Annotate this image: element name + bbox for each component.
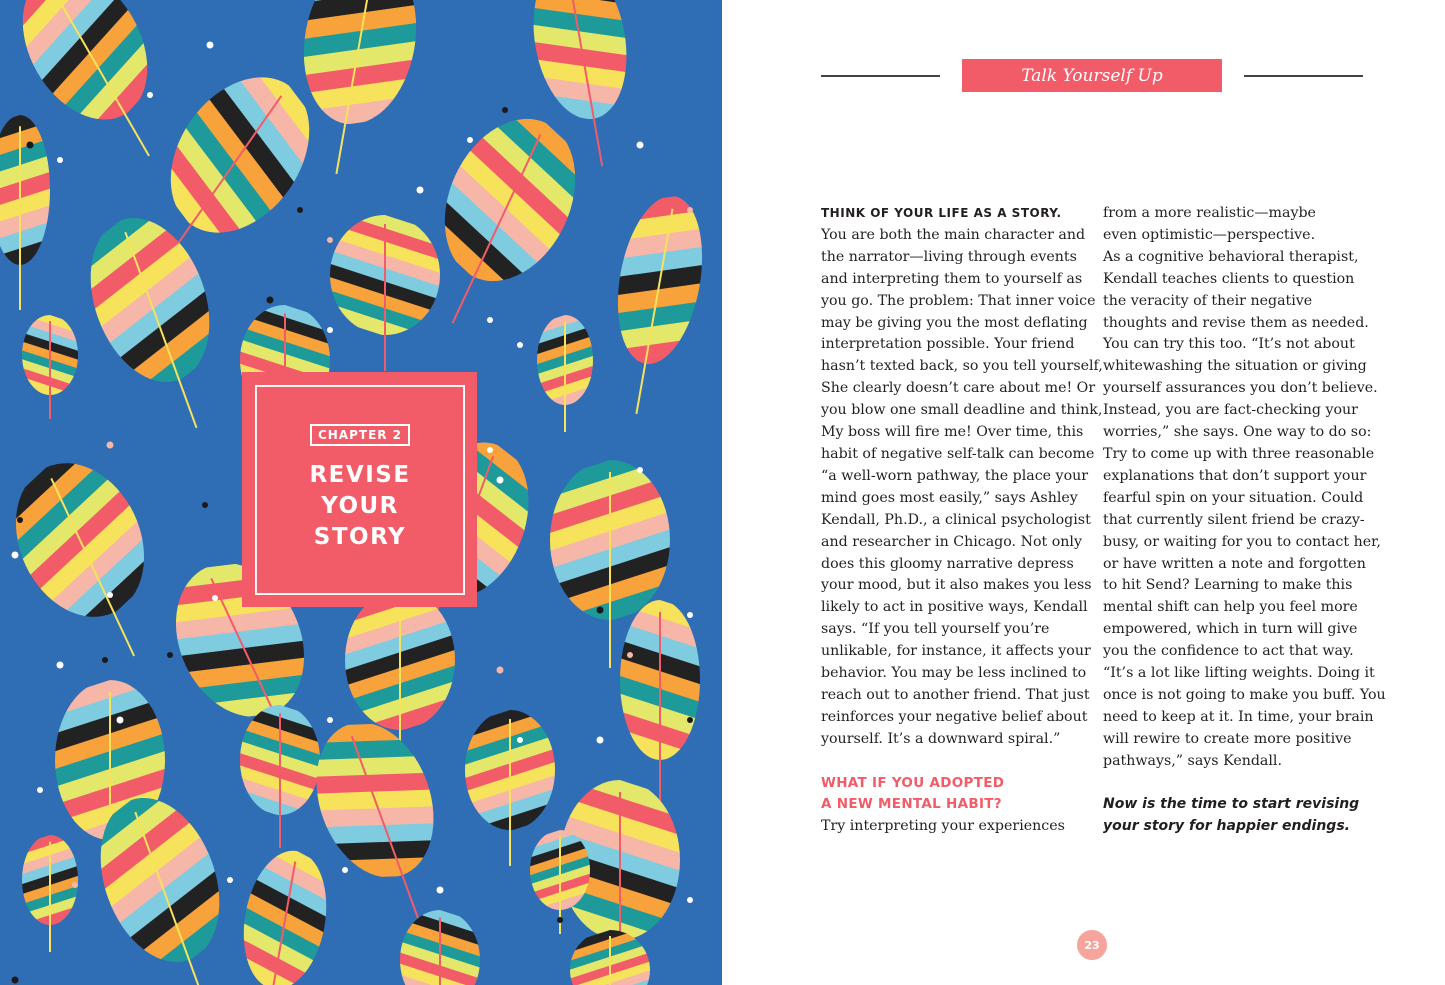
body-line: mind goes most easily,” says Ashley: [821, 489, 1078, 506]
dot-motif: [597, 737, 604, 744]
body-line: reach out to another friend. That just: [821, 686, 1090, 703]
dot-motif: [212, 595, 218, 601]
header-rule-left: [821, 75, 940, 77]
body-line: As a cognitive behavioral therapist,: [1103, 248, 1359, 265]
body-line: explanations that don’t support your: [1103, 467, 1367, 484]
leaf-motif: [5, 820, 95, 952]
dot-motif: [327, 237, 333, 243]
dot-motif: [12, 552, 19, 559]
body-line: “a well-worn pathway, the place your: [821, 467, 1089, 484]
body-line: will rewire to create more positive: [1103, 730, 1352, 747]
body-line: You can try this too. “It’s not about: [1103, 336, 1355, 353]
body-line: from a more realistic—maybe: [1103, 205, 1316, 221]
body-line: the narrator—living through events: [821, 248, 1077, 265]
dot-motif: [147, 92, 153, 98]
body-line: Try interpreting your experiences: [821, 818, 1065, 835]
dot-motif: [487, 317, 493, 323]
body-line: even optimistic—perspective.: [1103, 226, 1316, 243]
leaf-motif: [376, 889, 504, 985]
lede-heading: THINK OF YOUR LIFE AS A STORY.: [821, 206, 1062, 220]
dot-motif: [327, 327, 333, 333]
dot-motif: [497, 667, 504, 674]
body-line: reinforces your negative belief about: [821, 708, 1088, 725]
body-line: that currently silent friend be crazy-: [1103, 511, 1365, 528]
body-line: and interpreting them to yourself as: [821, 270, 1083, 287]
body-text: [821, 225, 1103, 751]
body-line: fearful spin on your situation. Could: [1103, 489, 1364, 506]
body-line: thoughts and revise them as needed.: [1103, 314, 1369, 331]
body-line: says. “If you tell yourself you’re: [821, 621, 1050, 638]
page-number: 23: [1077, 930, 1107, 960]
dot-motif: [627, 652, 633, 658]
body-line: Try to come up with three reasonable: [1103, 445, 1375, 462]
chapter-title-line: YOUR: [321, 493, 399, 519]
body-line: and researcher in Chicago. Not only: [821, 533, 1082, 550]
body-line: Kendall teaches clients to question: [1103, 270, 1355, 287]
dot-motif: [107, 442, 114, 449]
body-text: [1103, 203, 1386, 773]
body-line: “It’s a lot like lifting weights. Doing it: [1103, 665, 1375, 682]
body-line: to hit Send? Learning to make this: [1103, 577, 1353, 594]
dot-motif: [17, 517, 23, 523]
leaf-motif: [5, 300, 95, 419]
body-line: You are both the main character and: [821, 226, 1086, 243]
dot-motif: [227, 877, 233, 883]
dot-motif: [37, 787, 43, 793]
dot-motif: [417, 187, 424, 194]
dot-motif: [687, 612, 693, 618]
chapter-card: [255, 385, 465, 595]
body-line: behavior. You may be less inclined to: [821, 665, 1087, 682]
closing-line: your story for happier endings.: [1103, 818, 1350, 835]
dot-motif: [687, 897, 693, 903]
dot-motif: [687, 207, 693, 213]
chapter-opener-page: [0, 0, 722, 985]
dot-motif: [202, 502, 208, 508]
dot-motif: [27, 142, 34, 149]
dot-motif: [487, 447, 493, 453]
dot-motif: [57, 157, 63, 163]
body-line: My boss will fire me! Over time, this: [821, 424, 1084, 441]
body-line: unlikable, for instance, it affects your: [821, 643, 1091, 660]
dot-motif: [117, 717, 124, 724]
body-line: Instead, you are fact-checking your: [1103, 402, 1358, 419]
header-rule-right: [1244, 75, 1363, 77]
body-line: you the confidence to act that way.: [1103, 643, 1354, 660]
leaf-motif: [0, 99, 68, 310]
body-line: likely to act in positive ways, Kendall: [821, 599, 1088, 616]
dot-motif: [502, 107, 508, 113]
body-line: you blow one small deadline and think,: [821, 402, 1103, 419]
body-line: yourself assurances you don’t believe.: [1103, 380, 1378, 397]
body-line: Kendall, Ph.D., a clinical psychologist: [821, 511, 1091, 528]
subheading-line: A NEW MENTAL HABIT?: [821, 796, 1002, 813]
body-line: pathways,” says Kendall.: [1103, 752, 1282, 769]
dot-motif: [637, 467, 643, 473]
body-line: She clearly doesn’t care about me! Or: [821, 380, 1096, 397]
dot-motif: [327, 717, 333, 723]
dot-motif: [467, 137, 473, 143]
chapter-title: [309, 460, 410, 553]
dot-motif: [297, 207, 303, 213]
dot-motif: [342, 867, 348, 873]
dot-motif: [497, 477, 504, 484]
body-line: yourself. It’s a downward spiral.”: [821, 730, 1061, 747]
dot-motif: [637, 142, 644, 149]
body-line: you go. The problem: That inner voice: [821, 292, 1096, 309]
dot-motif: [12, 977, 19, 984]
body-line: once is not going to make you buff. You: [1103, 686, 1386, 703]
text-column-left: [821, 203, 1103, 838]
body-line: the veracity of their negative: [1103, 292, 1313, 309]
dot-motif: [517, 737, 523, 743]
body-line: habit of negative self-talk can become: [821, 445, 1095, 462]
dot-motif: [207, 42, 214, 49]
dot-motif: [687, 717, 693, 723]
chapter-number-label: CHAPTER 2: [310, 424, 410, 446]
dot-motif: [517, 342, 523, 348]
dot-motif: [72, 882, 78, 888]
chapter-title-line: REVISE: [309, 462, 411, 488]
chapter-title-line: STORY: [313, 524, 407, 550]
dot-motif: [57, 662, 64, 669]
body-line: hasn’t texted back, so you tell yourself,: [821, 358, 1103, 375]
body-line: worries,” she says. One way to do so:: [1103, 424, 1372, 441]
body-line: need to keep at it. In time, your brain: [1103, 708, 1374, 725]
dot-motif: [437, 887, 444, 894]
body-line: mental shift can help you feel more: [1103, 599, 1358, 616]
closing-line: Now is the time to start revising: [1103, 796, 1360, 813]
body-line: whitewashing the situation or giving: [1103, 358, 1367, 375]
body-line: may be giving you the most deflating: [821, 314, 1088, 331]
dot-motif: [557, 917, 563, 923]
dot-motif: [167, 652, 173, 658]
leaf-motif: [573, 165, 722, 425]
body-line: interpretation possible. Your friend: [821, 336, 1075, 353]
body-line: or have written a note and forgotten: [1103, 555, 1366, 572]
dot-motif: [267, 297, 274, 304]
subheading-line: WHAT IF YOU ADOPTED: [821, 774, 1005, 791]
body-line: does this gloomy narrative depress: [821, 555, 1074, 572]
dot-motif: [597, 607, 604, 614]
dot-motif: [102, 657, 108, 663]
leaf-motif: [520, 300, 610, 432]
section-header-banner: Talk Yourself Up: [962, 59, 1222, 92]
body-line: your mood, but it also makes you less: [821, 577, 1092, 594]
text-column-right: [1103, 203, 1386, 838]
body-line: busy, or waiting for you to contact her,: [1103, 533, 1381, 550]
body-line: empowered, which in turn will give: [1103, 621, 1358, 638]
dot-motif: [107, 592, 113, 598]
